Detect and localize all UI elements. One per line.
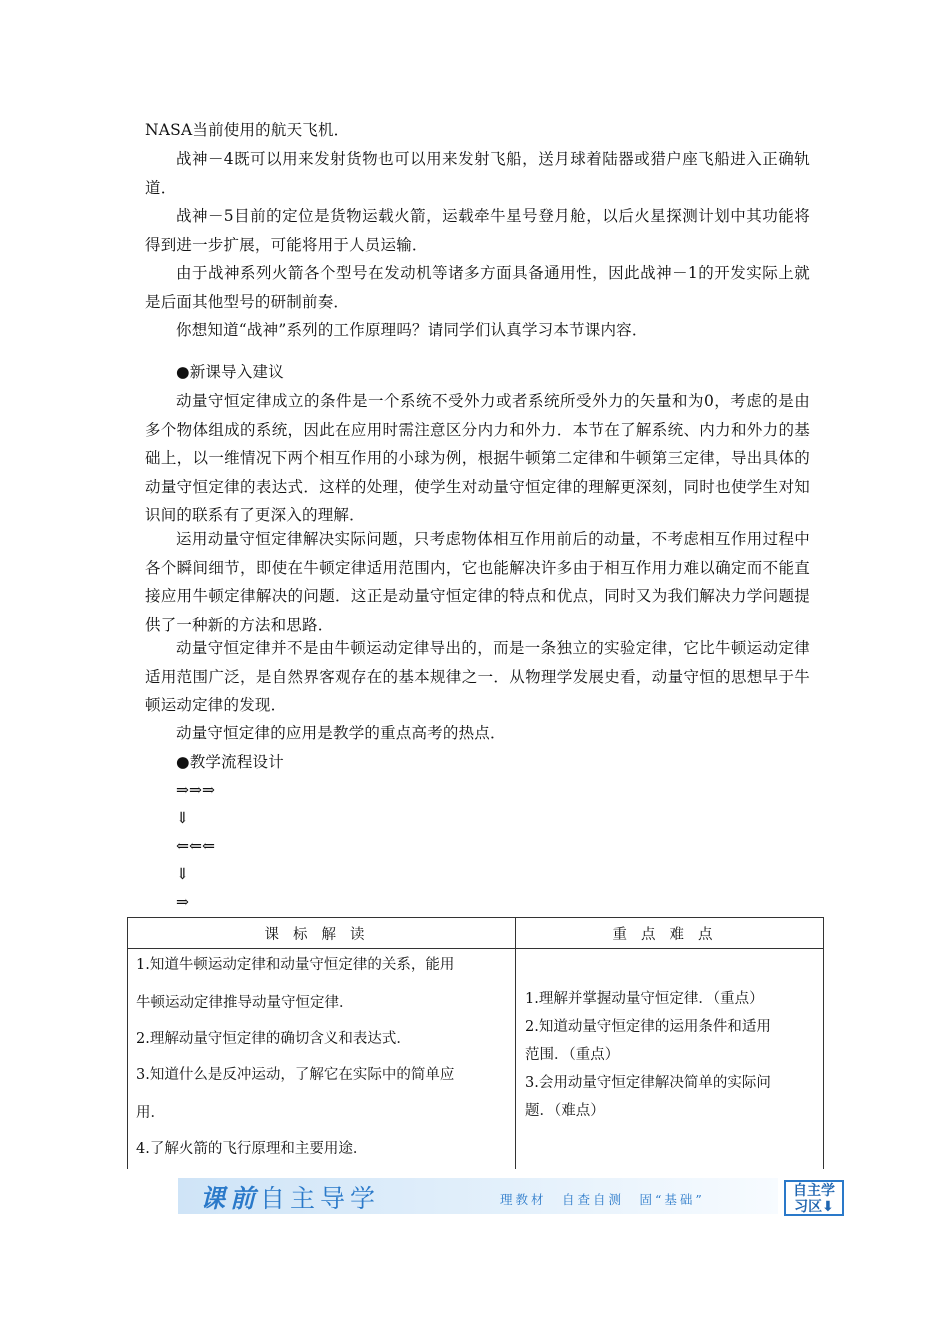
section-banner: [178, 1178, 850, 1218]
self-study-badge[interactable]: [784, 1180, 844, 1216]
badge-line-1: 自主学: [793, 1183, 835, 1199]
intro-paragraph-3: 由于战神系列火箭各个型号在发动机等诸多方面具备通用性，因此战神－1的开发实际上就是后面其他型号的研制前奏．: [145, 264, 810, 311]
keypoints-line: 范围．（重点）: [525, 1047, 620, 1063]
standards-line: 2.理解动量守恒定律的确切含义和表达式．: [136, 1031, 411, 1047]
intro-line: NASA当前使用的航天飞机．: [145, 121, 350, 139]
badge-line-2: 习区⬇: [794, 1199, 834, 1215]
suggest-heading: ●新课导入建议: [176, 363, 284, 381]
keypoints-line: 1.理解并掌握动量守恒定律．（重点）: [525, 991, 764, 1007]
flow-arrow-row: ⇐⇐⇐: [176, 837, 215, 855]
banner-title: [200, 1179, 380, 1215]
banner-subtitle: 理教材 自查自测 固“基础”: [500, 1192, 705, 1207]
suggest-paragraph-2: 运用动量守恒定律解决实际问题，只考虑物体相互作用前后的动量，不考虑相互作用过程中各个瞬间细节，即使在牛顿定律适用范围内，它也能解决许多由于相互作用力难以确定而不能直接应用牛顿定律解决的问题．这正是动量守恒定律的特点和优点，同时又为我们解决力学问题提供了一种新的方法和思路．: [145, 530, 810, 634]
intro-paragraph-2: 战神－5目前的定位是货物运载火箭，运载牵牛星号登月舱，以后火星探测计划中其功能将得到进一步扩展，可能将用于人员运输．: [145, 207, 810, 254]
suggest-paragraph-3: 动量守恒定律并不是由牛顿运动定律导出的，而是一条独立的实验定律，它比牛顿运动定律适用范围广泛，是自然界客观存在的基本规律之一．从物理学发展史看，动量守恒的思想早于牛顿运动定律的发现．: [145, 639, 810, 714]
intro-paragraph-1: 战神－4既可以用来发射货物也可以用来发射飞船，送月球着陆器或猎户座飞船进入正确轨道．: [145, 150, 810, 197]
standards-cell: [128, 949, 516, 1170]
suggest-paragraph-1: 动量守恒定律成立的条件是一个系统不受外力或者系统所受外力的矢量和为0，考虑的是由多个物体组成的系统，因此在应用时需注意区分内力和外力．本节在了解系统、内力和外力的基础上，以一维情况下两个相互作用的小球为例，根据牛顿第二定律和牛顿第三定律，导出具体的动量守恒定律的表达式．这样的处理，使学生对动量守恒定律的理解更深刻，同时也使学生对知识间的联系有了更深入的理解．: [145, 392, 810, 524]
standards-line: 1.知道牛顿运动定律和动量守恒定律的关系，能用: [136, 957, 455, 973]
flow-arrow-row: ⇓: [176, 865, 189, 883]
flow-arrow-row: ⇓: [176, 809, 189, 827]
standards-line: 牛顿运动定律推导动量守恒定律．: [136, 995, 354, 1011]
keypoints-line: 2.知道动量守恒定律的运用条件和适用: [525, 1019, 771, 1035]
flow-arrow-row: ⇒: [176, 893, 189, 911]
intro-paragraph-4: 你想知道“战神”系列的工作原理吗？请同学们认真学习本节课内容．: [176, 321, 648, 339]
banner-title-main: 课前: [200, 1184, 261, 1213]
standards-line: 4.了解火箭的飞行原理和主要用途．: [136, 1141, 368, 1157]
flow-heading: ●教学流程设计: [176, 753, 284, 771]
suggest-paragraph-4: 动量守恒定律的应用是教学的重点高考的热点．: [176, 724, 506, 742]
keypoints-cell: [516, 949, 824, 1170]
objectives-header-keypoints: 重点难点: [516, 918, 824, 949]
objectives-table: [127, 917, 824, 1169]
standards-line: 3.知道什么是反冲运动，了解它在实际中的简单应: [136, 1067, 455, 1083]
flow-arrow-row: ⇒⇒⇒: [176, 781, 215, 799]
keypoints-line: 题．（难点）: [525, 1103, 605, 1119]
objectives-header-standards: 课标解读: [128, 918, 516, 949]
banner-title-rest: 自主导学: [260, 1184, 381, 1213]
keypoints-line: 3.会用动量守恒定律解决简单的实际问: [525, 1075, 771, 1091]
standards-line: 用．: [136, 1105, 165, 1121]
